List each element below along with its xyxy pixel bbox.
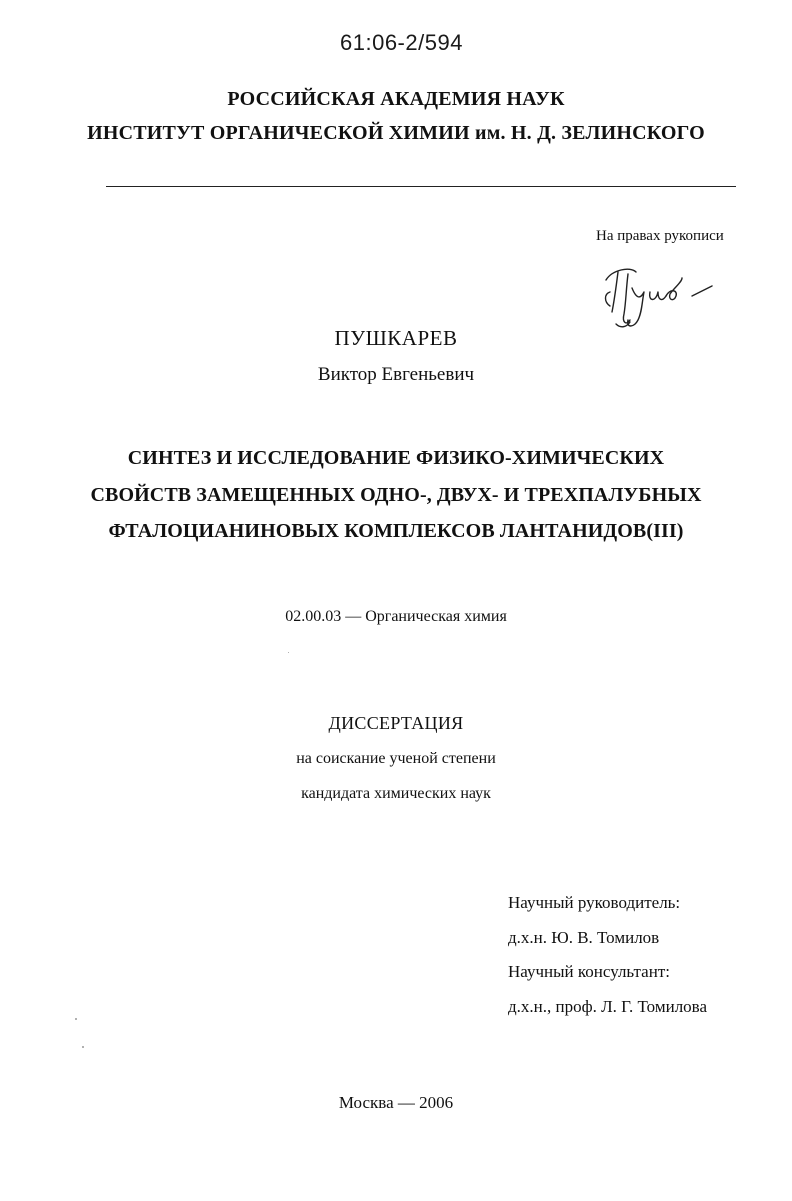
signature-icon	[596, 258, 716, 334]
scan-speck	[288, 652, 289, 653]
scan-speck	[82, 1046, 84, 1048]
author-given-names: Виктор Евгеньевич	[317, 364, 475, 385]
archive-code: 61:06-2/594	[340, 30, 463, 55]
author-surname: ПУШКАРЕВ	[334, 326, 458, 350]
thesis-title-line-2: СВОЙСТВ ЗАМЕЩЕННЫХ ОДНО-, ДВУХ- И ТРЕХПАЛУБНЫХ	[90, 484, 702, 506]
supervisor-name: д.х.н. Ю. В. Томилов	[508, 927, 660, 947]
degree-line-1: на соискание ученой степени	[296, 750, 496, 767]
scan-speck	[75, 1018, 77, 1020]
advisors-block	[508, 886, 707, 1024]
consultant-name: д.х.н., проф. Л. Г. Томилова	[508, 996, 708, 1016]
thesis-title-line-1: СИНТЕЗ И ИССЛЕДОВАНИЕ ФИЗИКО-ХИМИЧЕСКИХ	[127, 447, 665, 469]
consultant-label: Научный консультант:	[508, 962, 670, 981]
document-type: ДИССЕРТАЦИЯ	[328, 713, 464, 733]
supervisor-label: Научный руководитель:	[508, 893, 681, 912]
institute-name: ИНСТИТУТ ОРГАНИЧЕСКОЙ ХИМИИ им. Н. Д. ЗЕЛИНСКОГО	[87, 122, 705, 144]
degree-line-2: кандидата химических наук	[301, 785, 491, 802]
city-year: Москва — 2006	[338, 1093, 454, 1112]
header-divider	[106, 186, 736, 187]
thesis-title-line-3: ФТАЛОЦИАНИНОВЫХ КОМПЛЕКСОВ ЛАНТАНИДОВ(III)	[108, 520, 684, 542]
specialty-code: 02.00.03 — Органическая химия	[285, 608, 507, 625]
academy-name: РОССИЙСКАЯ АКАДЕМИЯ НАУК	[227, 88, 565, 110]
manuscript-rights-note: На правах рукописи	[596, 228, 724, 244]
